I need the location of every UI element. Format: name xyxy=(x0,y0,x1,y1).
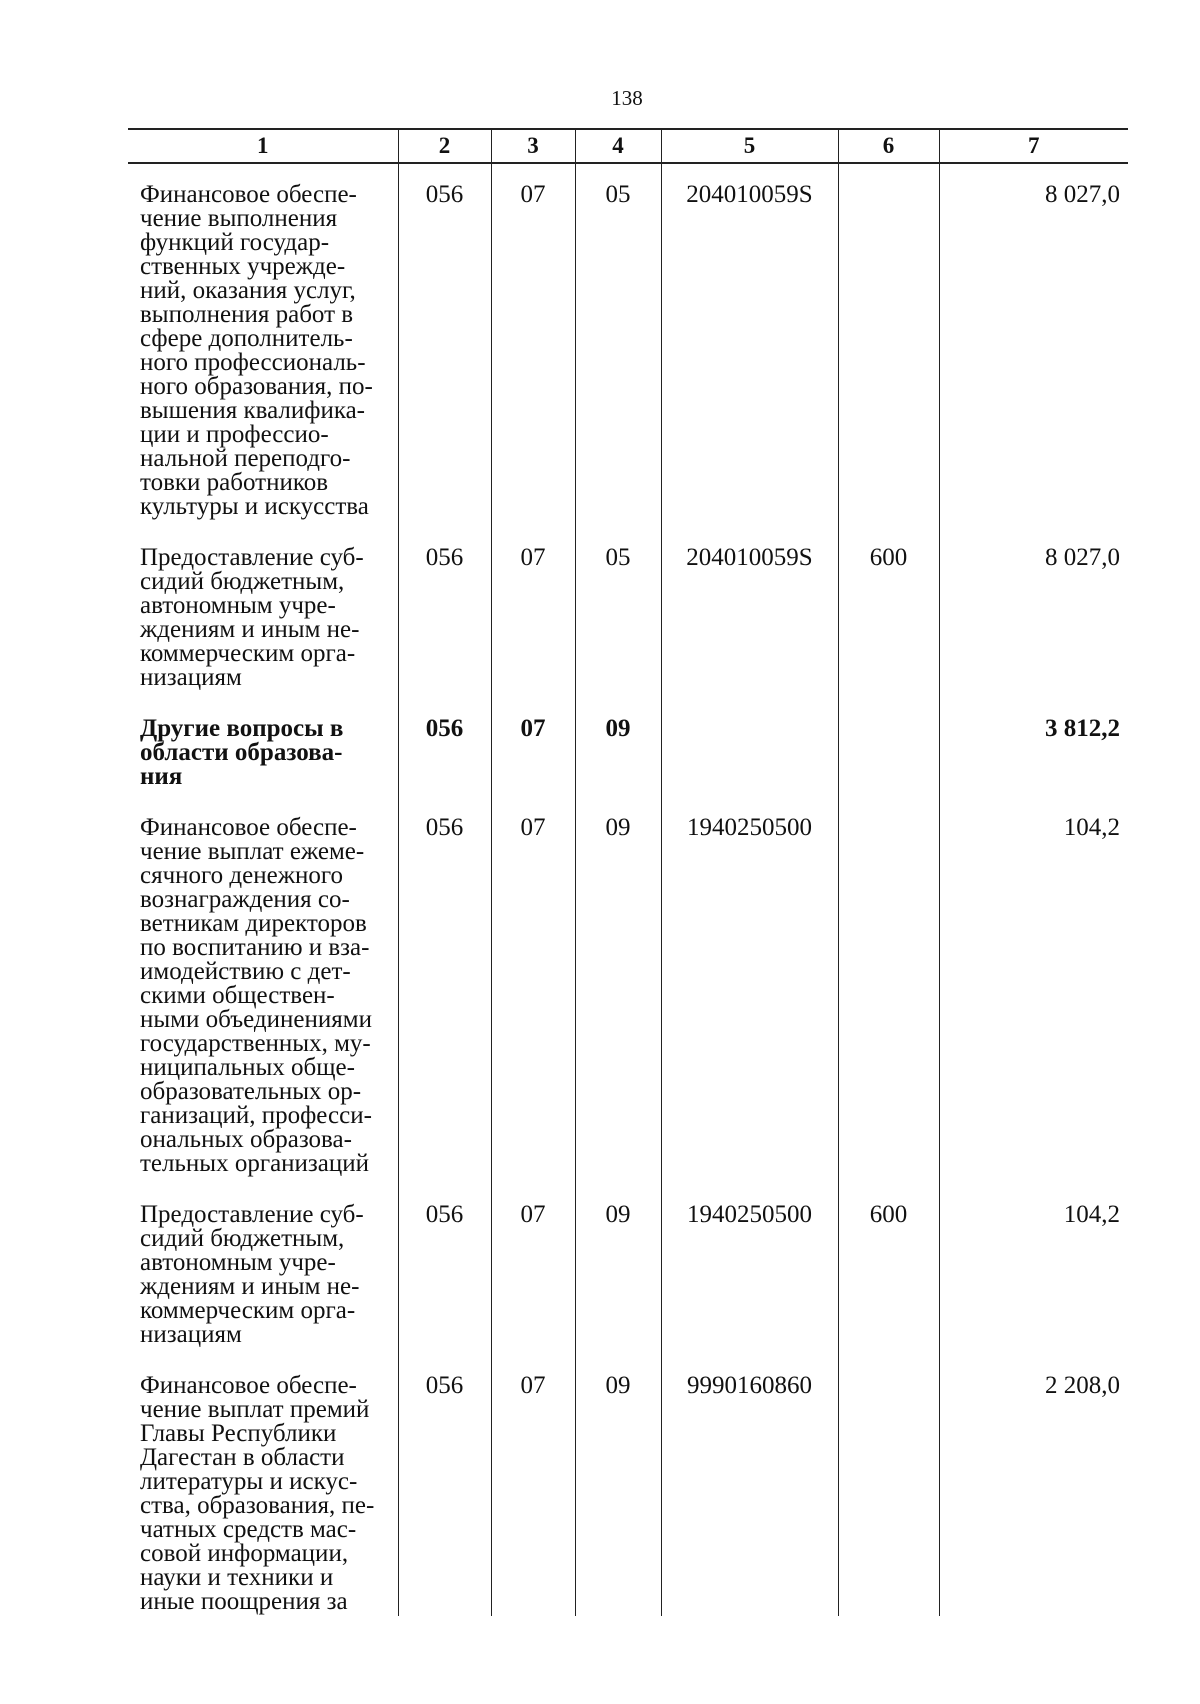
subsection-code-cell: 09 xyxy=(575,698,661,797)
table-row xyxy=(128,163,1128,527)
section-code-cell: 07 xyxy=(491,1355,575,1616)
ministry-code-cell: 056 xyxy=(398,163,491,527)
amount-cell: 104,2 xyxy=(939,1184,1128,1355)
target-article-code-cell: 204010059S xyxy=(661,163,838,527)
target-article-code-cell xyxy=(661,698,838,797)
column-header-2: 2 xyxy=(398,129,491,163)
table-row xyxy=(128,1355,1128,1616)
ministry-code-cell: 056 xyxy=(398,1355,491,1616)
expense-type-code-cell xyxy=(838,698,939,797)
column-header-1: 1 xyxy=(128,129,398,163)
column-header-6: 6 xyxy=(838,129,939,163)
table-row xyxy=(128,797,1128,1184)
expense-type-code-cell xyxy=(838,797,939,1184)
table-body xyxy=(128,163,1128,1616)
column-header-7: 7 xyxy=(939,129,1128,163)
subsection-code-cell: 09 xyxy=(575,1184,661,1355)
section-code-cell: 07 xyxy=(491,163,575,527)
expense-type-code-cell: 600 xyxy=(838,1184,939,1355)
subsection-code-cell: 09 xyxy=(575,1355,661,1616)
expense-type-code-cell: 600 xyxy=(838,527,939,698)
target-article-code-cell: 1940250500 xyxy=(661,1184,838,1355)
row-name-cell: Финансовое обеспе- чение выплат премий Главы Республики Дагестан в области литературы и искус- ства, образования, пе- чатных средств мас- совой информации, науки и техники и иные поощрения за xyxy=(140,1372,375,1615)
amount-cell: 3 812,2 xyxy=(939,698,1128,797)
column-header-4: 4 xyxy=(575,129,661,163)
ministry-code-cell: 056 xyxy=(398,698,491,797)
subsection-code-cell: 09 xyxy=(575,797,661,1184)
column-header-5: 5 xyxy=(661,129,838,163)
row-name-cell: Предоставление суб- сидий бюджетным, автономным учре- ждениям и иным не- коммерческим орга- низациям xyxy=(140,544,364,691)
row-name-cell: Финансовое обеспе- чение выполнения функций государ- ственных учрежде- ний, оказания услуг, выполнения работ в сфере дополнитель- ного профессиональ- ного образования, по- вышения квалифика- ции и профессио- нальной переподго- товки работников культуры и искусства xyxy=(140,181,373,520)
expense-type-code-cell xyxy=(838,163,939,527)
subsection-code-cell: 05 xyxy=(575,527,661,698)
section-code-cell: 07 xyxy=(491,698,575,797)
amount-cell: 8 027,0 xyxy=(939,163,1128,527)
amount-cell: 8 027,0 xyxy=(939,527,1128,698)
target-article-code-cell: 9990160860 xyxy=(661,1355,838,1616)
target-article-code-cell: 204010059S xyxy=(661,527,838,698)
ministry-code-cell: 056 xyxy=(398,527,491,698)
subsection-code-cell: 05 xyxy=(575,163,661,527)
row-name-cell: Предоставление суб- сидий бюджетным, автономным учре- ждениям и иным не- коммерческим орга- низациям xyxy=(140,1201,364,1348)
table-row xyxy=(128,527,1128,698)
table-row xyxy=(128,698,1128,797)
target-article-code-cell: 1940250500 xyxy=(661,797,838,1184)
row-name-cell: Другие вопросы в области образова- ния xyxy=(140,715,344,790)
header-row xyxy=(128,129,1128,163)
column-header-3: 3 xyxy=(491,129,575,163)
expense-type-code-cell xyxy=(838,1355,939,1616)
amount-cell: 2 208,0 xyxy=(939,1355,1128,1616)
amount-cell: 104,2 xyxy=(939,797,1128,1184)
section-code-cell: 07 xyxy=(491,797,575,1184)
section-code-cell: 07 xyxy=(491,527,575,698)
page-number: 138 xyxy=(611,86,643,110)
ministry-code-cell: 056 xyxy=(398,797,491,1184)
table-row xyxy=(128,1184,1128,1355)
ministry-code-cell: 056 xyxy=(398,1184,491,1355)
section-code-cell: 07 xyxy=(491,1184,575,1355)
budget-table xyxy=(128,128,1128,1616)
row-name-cell: Финансовое обеспе- чение выплат ежеме- сячного денежного вознаграждения со- ветникам директоров по воспитанию и вза- имодействию с дет- скими обществен- ными объединениями государственных, му- ниципальных обще- образовательных ор- ганизаций, професси- ональных образова- тельных организаций xyxy=(140,814,372,1177)
